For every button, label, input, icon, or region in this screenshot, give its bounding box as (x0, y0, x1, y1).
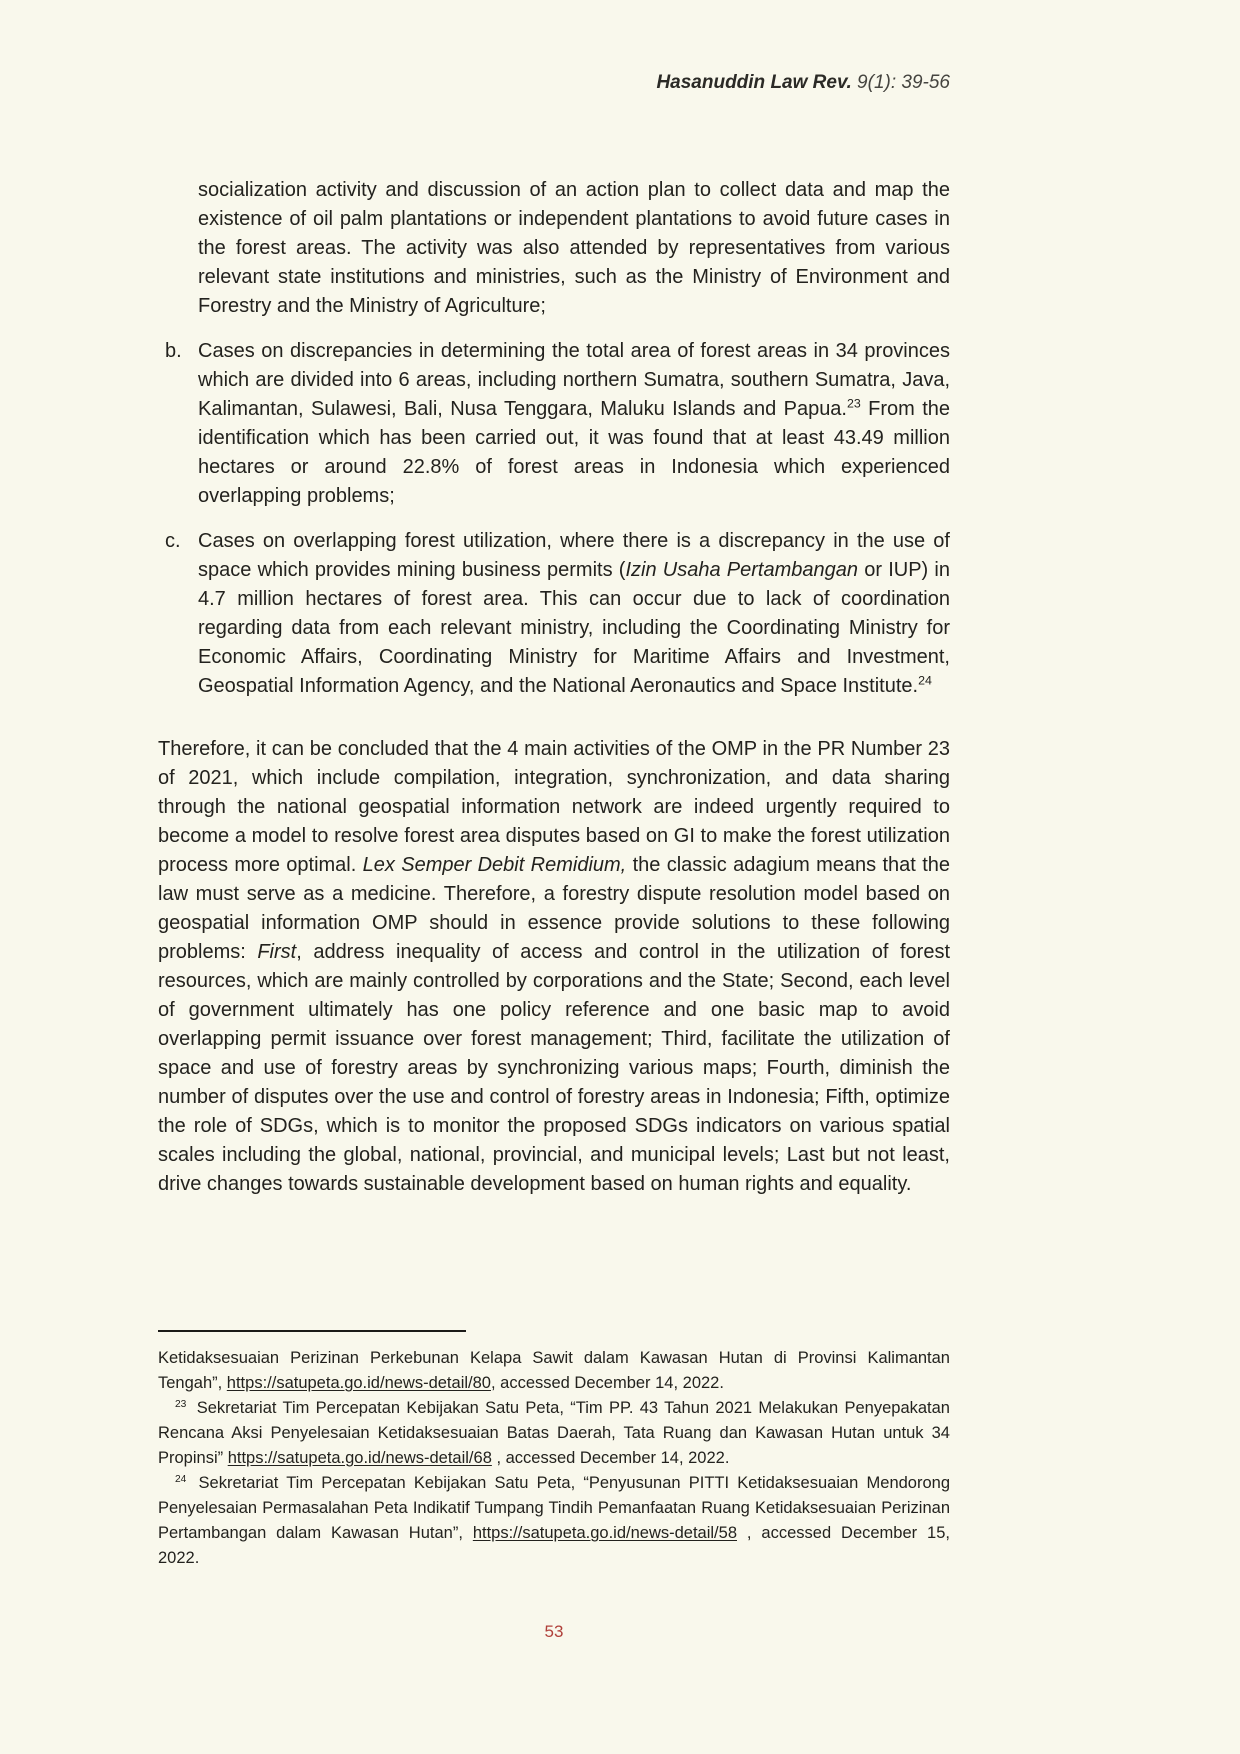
item-c-italic-term: Izin Usaha Pertambangan (625, 559, 859, 581)
footnote-24-marker: 24 (175, 1473, 187, 1485)
footnote-22-continuation (158, 1346, 950, 1396)
running-header (158, 72, 950, 94)
conclusion-paragraph (158, 735, 950, 1199)
item-c-text-1: Cases on overlapping forest utilization, where there is a discrepancy in the use of space which provides mining business permits ( (198, 530, 950, 581)
journal-issue-info: 9(1): 39-56 (851, 72, 950, 93)
list-marker-b: b. (165, 340, 182, 362)
footnote-22-link[interactable]: https://satupeta.go.id/news-detail/80 (226, 1374, 491, 1392)
footnote-24-text-2: , accessed December 15, 2022. (158, 1524, 950, 1567)
footnote-ref-24: 24 (918, 673, 932, 688)
footnote-23-text-2: , accessed December 14, 2022. (491, 1449, 730, 1467)
footnote-separator-rule (158, 1330, 466, 1332)
list-item-c (158, 527, 950, 701)
footnotes-section (158, 1330, 950, 1571)
footnote-23-marker: 23 (175, 1398, 187, 1410)
conclusion-first-italic: First (257, 941, 297, 963)
conclusion-text-3: , address inequality of access and control in the utilization of forest resources, which are mainly controlled by corporations and the State; Second, each level of government ultimately has one policy reference and one basic map to avoid overlapping permit issuance over forest management; Third, facilitate the utilization of space and use of forestry areas by synchronizing various maps; Fourth, diminish the number of disputes over the use and control of forestry areas in Indonesia; Fifth, optimize the role of SDGs, which is to monitor the proposed SDGs indicators on various spatial scales including the global, national, provincial, and municipal levels; Last but not least, drive changes towards sustainable development based on human rights and equality. (158, 941, 950, 1195)
item-b-text-1: Cases on discrepancies in determining the total area of forest areas in 34 provinces which are divided into 6 areas, including northern Sumatra, southern Sumatra, Java, Kalimantan, Sulawesi, Bali, Nusa Tenggara, Maluku Islands and Papua. (198, 340, 950, 420)
footnote-24-text-1: Sekretariat Tim Percepatan Kebijakan Satu Peta, “Penyusunan PITTI Ketidaksesuaian Mendorong Penyelesaian Permasalahan Peta Indikatif Tumpang Tindih Pemanfaatan Ruang Ketidaksesuaian Perizinan Pertambangan dalam Kawasan Hutan”, (158, 1474, 950, 1542)
item-b-text-2: From the identification which has been carried out, it was found that at least 43.49 million hectares or around 22.8% of forest areas in Indonesia which experienced overlapping problems; (198, 398, 951, 507)
conclusion-text-2: the classic adagium means that the law must serve as a medicine. Therefore, a forestry dispute resolution model based on geospatial information OMP should in essence provide solutions to these following problems: (158, 854, 951, 963)
journal-title: Hasanuddin Law Rev. (656, 72, 852, 93)
footnote-24-link[interactable]: https://satupeta.go.id/news-detail/58 (472, 1524, 737, 1542)
item-b-paragraph (198, 337, 950, 511)
item-c-text-2: or IUP) in 4.7 million hectares of forest area. This can occur due to lack of coordination regarding data from each relevant ministry, including the Coordinating Ministry for Economic Affairs, Coordinating Ministry for Maritime Affairs and Investment, Geospatial Information Agency, and the National Aeronautics and Space Institute. (198, 559, 950, 697)
footnote-22-text-2: , accessed December 14, 2022. (490, 1374, 724, 1392)
item-a-text: socialization activity and discussion of an action plan to collect data and map the existence of oil palm plantations or independent plantations to avoid future cases in the forest areas. The activity was also attended by representatives from various relevant state institutions and ministries, such as the Ministry of Environment and Forestry and the Ministry of Agriculture; (198, 179, 950, 317)
page-number: 53 (544, 1622, 564, 1641)
footnote-ref-23: 23 (847, 396, 861, 411)
list-marker-c: c. (165, 530, 181, 552)
conclusion-text-1: Therefore, it can be concluded that the 4 main activities of the OMP in the PR Number 23 of 2021, which include compilation, integration, synchronization, and data sharing through the national geospatial information network are indeed urgently required to become a model to resolve forest area disputes based on GI to make the forest utilization process more optimal. (158, 738, 950, 876)
conclusion-latin-maxim: Lex Semper Debit Remidium, (362, 854, 627, 876)
list-item-b (158, 337, 950, 511)
footnote-23 (158, 1396, 950, 1471)
footnote-23-link[interactable]: https://satupeta.go.id/news-detail/68 (227, 1449, 492, 1467)
footnote-24 (158, 1471, 950, 1571)
footnote-23-text-1: Sekretariat Tim Percepatan Kebijakan Satu Peta, “Tim PP. 43 Tahun 2021 Melakukan Penyepakatan Rencana Aksi Penyelesaian Ketidaksesuaian Batas Daerah, Tata Ruang dan Kawasan Hutan untuk 34 Propinsi” (158, 1399, 950, 1467)
article-body (158, 176, 950, 1199)
footnote-22-text-1: Ketidaksesuaian Perizinan Perkebunan Kelapa Sawit dalam Kawasan Hutan di Provinsi Kalimantan Tengah”, (158, 1349, 950, 1392)
item-c-paragraph (198, 527, 950, 701)
list-item-a-continuation (158, 176, 950, 321)
